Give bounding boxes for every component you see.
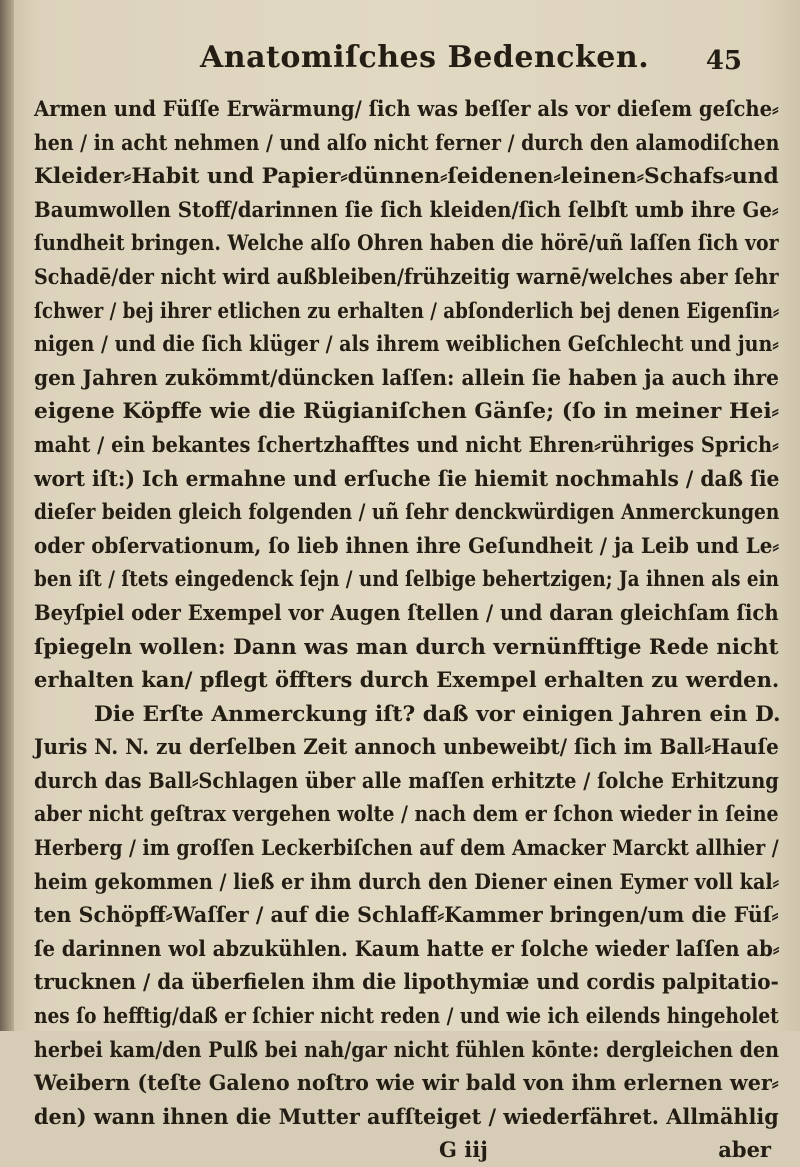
paragraph-2 [34, 697, 779, 1134]
text-line: Baumwollen Stoff/darinnen ſie ſich kleiden/ſich ſelbſt umb ihre Ge⸗ [34, 196, 779, 222]
text-line: ten Schöpff⸗Waſſer / auf die Schlaff⸗Kammer bringen/um die Füſ⸗ [34, 902, 779, 928]
text-line: erhalten kan/ pflegt öffters durch Exempel erhalten zu werden. [34, 667, 780, 693]
text-line: aber nicht geſtrax vergehen wolte / nach dem er ſchon wieder in ſeine [34, 801, 779, 827]
text-line: nigen / und die ſich klüger / als ihrem weiblichen Geſchlecht und jun⸗ [34, 331, 779, 357]
text-line: Armen und Füſſe Erwärmung/ ſich was beſſer als vor dieſem geſche⸗ [34, 96, 779, 121]
text-line: ſchwer / bej ihrer etlichen zu erhalten / abſonderlich bej denen Eigenſin⸗ [34, 297, 780, 323]
text-line: dieſer beiden gleich folgenden / uñ ſehr denckwürdigen Anmerckungen [34, 499, 780, 525]
text-line: ſe darinnen wol abzukühlen. Kaum hatte er ſolche wieder laſſen ab⸗ [34, 935, 780, 961]
running-title: Anatomiſches Bedencken. [200, 40, 650, 75]
text-line: wort iſt:) Ich ermahne und erſuche ſie hiemit nochmahls / daß ſie [34, 465, 780, 491]
text-line: Juris N. N. zu derſelben Zeit annoch unbeweibt/ ſich im Ball⸗Hauſe [34, 734, 779, 760]
text-line: oder obſervationum, ſo lieb ihnen ihre Geſundheit / ja Leib und Le⸗ [34, 532, 779, 558]
catchword: aber [718, 1137, 771, 1163]
text-block [34, 92, 779, 1167]
page-header [0, 38, 800, 82]
text-line: nes ſo hefftig/daß er ſchier nicht reden / und wie ich eilends hingeholet [34, 1003, 779, 1029]
text-line: durch das Ball⸗Schlagen über alle maſſen erhitzte / ſolche Erhitzung [34, 767, 779, 793]
text-line: maht / ein bekantes ſchertzhafftes und nicht Ehren⸗rühriges Sprich⸗ [34, 431, 779, 457]
text-line: hen / in acht nehmen / und alſo nicht ferner / durch den alamodiſchen [34, 129, 780, 155]
text-line: herbei kam/den Pulß bei nah/gar nicht fühlen kōnte: dergleichen den [34, 1036, 779, 1062]
text-line: gen Jahren zukömmt/düncken laſſen: allein ſie haben ja auch ihre [34, 364, 779, 390]
page-gutter-shadow [0, 0, 14, 1031]
page-number: 45 [705, 46, 742, 76]
text-line: trucknen / da überfielen ihm die lipothymiæ und cordis palpitatio- [34, 969, 779, 995]
text-line: eigene Köpffe wie die Rügianiſchen Gänſe; (ſo in meiner Hei⸗ [34, 398, 779, 424]
text-line: Kleider⸗Habit und Papier⸗dünnen⸗ſeidenen⸗leinen⸗Schafs⸗und [34, 163, 779, 189]
text-line: Schadē/der nicht wird außbleiben/frühzeitig warnē/welches aber ſehr [34, 263, 779, 289]
text-line: heim gekommen / ließ er ihm durch den Diener einen Eymer voll kal⸗ [34, 868, 780, 894]
text-line: Herberg / im groſſen Leckerbiſchen auf dem Amacker Marckt allhier / [34, 835, 779, 861]
text-line: Die Erſte Anmerckung iſt? daß vor einigen Jahren ein D. [94, 700, 781, 726]
signature-mark: G iij [439, 1137, 488, 1163]
page-footer [34, 1133, 779, 1167]
text-line: ben iſt / ſtets eingedenck ſejn / und ſelbige behertzigen; Ja ihnen als ein [34, 566, 779, 592]
text-line: Beyſpiel oder Exempel vor Augen ſtellen / und daran gleichſam ſich [34, 599, 779, 625]
text-line: den) wann ihnen die Mutter aufſteiget / wiederfähret. Allmählig [34, 1103, 779, 1129]
text-line: Weibern (teſte Galeno noſtro wie wir bald von ihm erlernen wer⸗ [34, 1070, 779, 1096]
paragraph-1 [34, 92, 779, 697]
text-line: ſpiegeln wollen: Dann was man durch vernünfftige Rede nicht [34, 633, 779, 659]
text-line: ſundheit bringen. Welche alſo Ohren haben die hörē/uñ laſſen ſich vor [34, 230, 779, 256]
